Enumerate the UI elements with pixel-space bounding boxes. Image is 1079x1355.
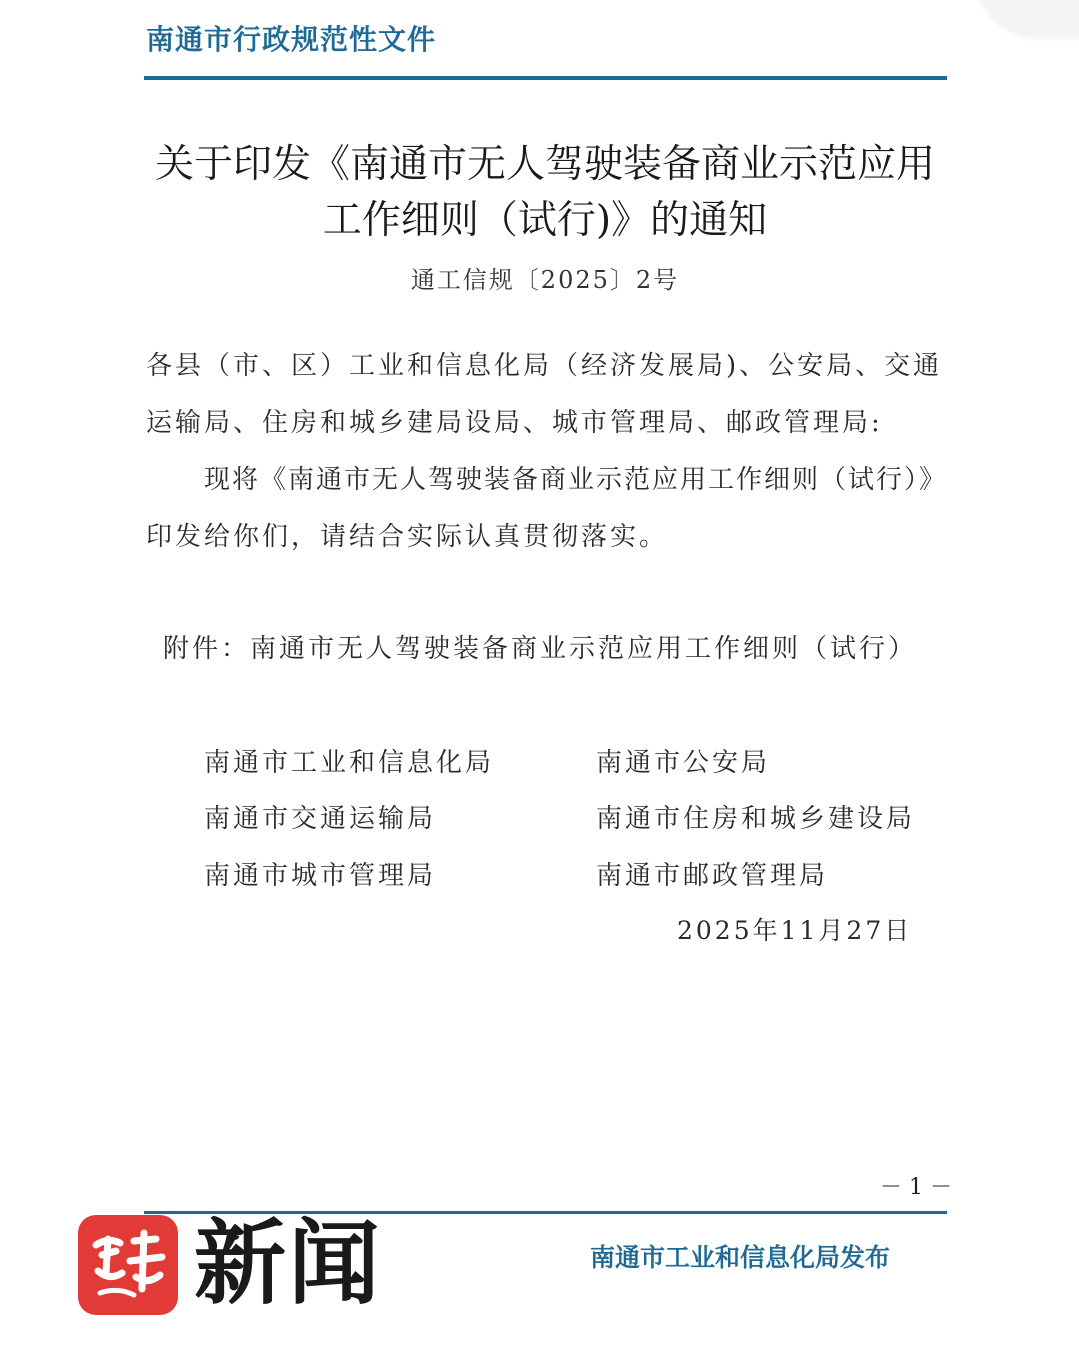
signatory-left-2: 南通市交通运输局 (204, 804, 437, 834)
body-line2: 印发给你们，请结合实际认真贯彻落实。 (146, 522, 669, 552)
attachment-line: 附件：南通市无人驾驶装备商业示范应用工作细则（试行） (163, 634, 918, 664)
signatory-left-1: 南通市工业和信息化局 (204, 748, 495, 778)
header-rule (144, 76, 947, 80)
page-curl-shadow (979, 0, 1079, 35)
signatory-right-1: 南通市公安局 (596, 748, 771, 778)
addressee-line2: 运输局、住房和城乡建局设局、城市管理局、邮政管理局: (146, 408, 883, 438)
signatory-left-3: 南通市城市管理局 (204, 861, 437, 891)
addressee-line1: 各县（市、区）工业和信息化局（经济发展局)、公安局、交通 (146, 351, 943, 381)
footer-publisher: 南通市工业和信息化局发布 (590, 1243, 891, 1272)
issue-date: 2025年11月27日 (677, 916, 913, 945)
header-label: 南通市行政规范性文件 (146, 23, 437, 56)
document-title-line1: 关于印发《南通市无人驾驶装备商业示范应用 (154, 142, 935, 187)
logo-calligraphy-icon (78, 1215, 178, 1315)
document-title-line2: 工作细则（试行)》的通知 (322, 198, 768, 243)
app-logo-icon (78, 1215, 178, 1315)
document-number: 通工信规〔2025〕2号 (410, 266, 680, 294)
page-number: － 1 － (880, 1175, 952, 1200)
signatory-right-3: 南通市邮政管理局 (596, 861, 829, 891)
logo-wordmark: 新闻 (194, 1209, 383, 1317)
signatory-right-2: 南通市住房和城乡建设局 (596, 804, 916, 834)
body-line1: 现将《南通市无人驾驶装备商业示范应用工作细则（试行）》 (204, 465, 948, 495)
